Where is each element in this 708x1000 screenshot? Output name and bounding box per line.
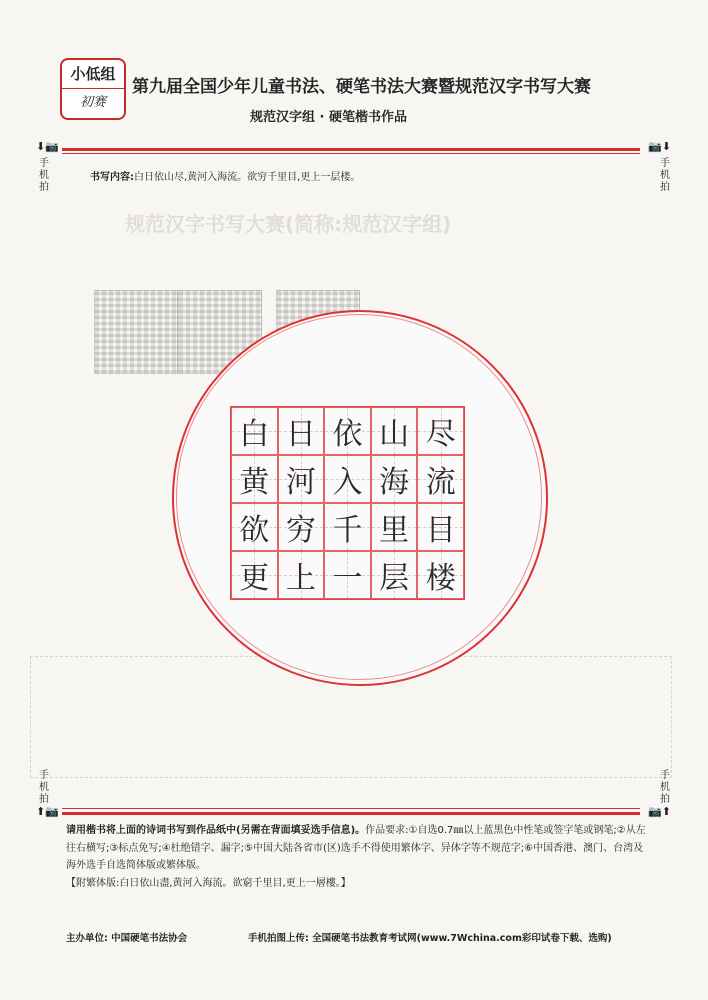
grid-char: 河 bbox=[285, 465, 316, 500]
side-label-left: 手 机 拍 bbox=[39, 158, 49, 193]
badge-stage: 初赛 bbox=[79, 95, 106, 110]
bottom-rule-thin bbox=[62, 808, 640, 809]
grid-cell bbox=[324, 407, 371, 455]
grid-cell bbox=[371, 503, 418, 551]
grid-cell bbox=[371, 407, 418, 455]
grid-cell bbox=[231, 551, 278, 599]
grid-cell bbox=[231, 503, 278, 551]
qr-code-faint bbox=[94, 290, 178, 374]
grid-char: 流 bbox=[425, 465, 456, 500]
grid-char: 里 bbox=[379, 513, 410, 548]
writing-grid bbox=[230, 406, 465, 600]
grid-char: 一 bbox=[332, 561, 363, 596]
grid-cell bbox=[417, 407, 464, 455]
content-text: 白日依山尽,黄河入海流。欲穷千里目,更上一层楼。 bbox=[134, 172, 361, 183]
grid-char: 穷 bbox=[285, 513, 316, 548]
instructions-lead: 请用楷书将上面的诗词书写到作品纸中(另需在背面填妥选手信息)。 bbox=[66, 825, 366, 836]
grid-cell bbox=[278, 455, 325, 503]
top-rule bbox=[62, 148, 640, 151]
grid-cell bbox=[324, 503, 371, 551]
page-subtitle: 规范汉字组 · 硬笔楷书作品 bbox=[250, 110, 407, 125]
side-label-left-bottom: 手 机 拍 bbox=[39, 770, 49, 805]
grid-cell bbox=[417, 551, 464, 599]
camera-icon: ⬇📷 bbox=[36, 140, 59, 153]
camera-icon: 📷⬆ bbox=[648, 805, 671, 818]
grid-char: 海 bbox=[379, 465, 410, 500]
footer-organizer: 主办单位: 中国硬笔书法协会 bbox=[66, 933, 188, 944]
grid-char: 上 bbox=[285, 561, 316, 596]
grid-cell bbox=[324, 455, 371, 503]
grid-cell bbox=[371, 551, 418, 599]
top-rule-thin bbox=[62, 153, 640, 154]
grid-cell bbox=[231, 407, 278, 455]
page-title: 第九届全国少年儿童书法、硬笔书法大赛暨规范汉字书写大赛 bbox=[132, 77, 591, 97]
grid-char: 目 bbox=[425, 513, 456, 548]
instructions-traditional: 【附繁体版:白日依山盡,黄河入海流。欲窮千里目,更上一層樓。】 bbox=[66, 877, 351, 889]
grid-char: 更 bbox=[239, 561, 270, 596]
grid-char: 欲 bbox=[239, 513, 270, 548]
grid-char: 层 bbox=[379, 561, 410, 596]
side-label-right-bottom: 手 机 拍 bbox=[660, 770, 670, 805]
grid-cell bbox=[278, 503, 325, 551]
grid-char: 入 bbox=[332, 465, 363, 500]
instructions-requirements: 作品要求:①自选0.7㎜以上蓝黑色中性笔或签字笔或钢笔;②从左往右横写;③标点免写;④杜绝错字、漏字;⑤中国大陆各省市(区)选手不得使用繁体字、异体字等不规范字;⑥中国香港、澳门、台湾及海外选手自选简体版或繁体版。 bbox=[66, 825, 646, 871]
grid-cell bbox=[371, 455, 418, 503]
grid-char: 黄 bbox=[239, 465, 270, 500]
camera-icon: ⬆📷 bbox=[36, 805, 59, 818]
grid-char: 楼 bbox=[425, 561, 456, 596]
grid-cell bbox=[278, 551, 325, 599]
bottom-rule bbox=[62, 812, 640, 815]
grid-char: 日 bbox=[285, 417, 316, 452]
instructions bbox=[66, 822, 651, 892]
grid-char: 山 bbox=[379, 417, 410, 452]
grid-cell bbox=[324, 551, 371, 599]
group-badge bbox=[60, 58, 126, 120]
badge-group: 小低组 bbox=[62, 60, 124, 89]
side-label-right: 手 机 拍 bbox=[660, 158, 670, 193]
writing-content bbox=[90, 168, 360, 183]
grid-cell bbox=[278, 407, 325, 455]
grid-char: 千 bbox=[332, 513, 363, 548]
grid-cell bbox=[417, 455, 464, 503]
content-label: 书写内容: bbox=[90, 172, 134, 183]
footer-upload: 手机拍图上传: 全国硬笔书法教育考试网(www.7Wchina.com彩印试卷下载、选购) bbox=[248, 933, 612, 944]
grid-char: 尽 bbox=[425, 417, 456, 452]
grid-char: 白 bbox=[239, 417, 270, 452]
camera-icon: 📷⬇ bbox=[648, 140, 671, 153]
ghost-heading: 规范汉字书写大赛(简称:规范汉字组) bbox=[125, 212, 452, 236]
grid-cell bbox=[231, 455, 278, 503]
grid-char: 依 bbox=[332, 417, 363, 452]
grid-cell bbox=[417, 503, 464, 551]
